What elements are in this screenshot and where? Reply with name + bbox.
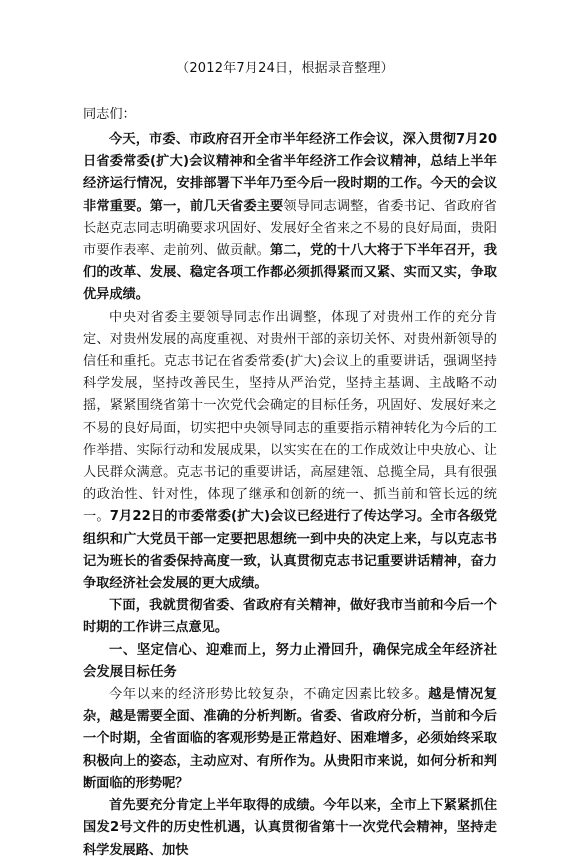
document-subtitle: （2012年7月24日，根据录音整理） xyxy=(176,61,394,76)
paragraph-opening-normal: 领导同志调整，省委书记、省政府省长赵克志同志明确要求巩固好、发展好全省来之不易的良好局面，贵阳市要作表率、走前列、做贡献。 xyxy=(83,198,497,259)
paragraph-opening xyxy=(83,129,497,307)
paragraph-achievements-text: 今年以来，全市上下紧紧抓住国发2号文件的历史性机遇，认真贯彻省第十一次党代会精神，坚持走科学发展路、加快 xyxy=(83,798,498,858)
paragraph-opening-bold-tail: 第二，党的十八大将于下半年召开，我们的改革、发展、稳定各项工作都必须抓得紧而又紧、实而又实，争取优异成绩。 xyxy=(83,243,497,303)
section-heading-1: 一、坚定信心、迎难而上，努力止滑回升，确保完成全年经济社会发展目标任务 xyxy=(83,642,497,680)
paragraph-intro-opinions: 下面，我就贯彻省委、省政府有关精神，做好我市当前和今后一个时期的工作讲三点意见。 xyxy=(83,598,497,636)
paragraph-opening-bold: 今天，市委、市政府召开全市半年经济工作会议，深入贯彻7月20日省委常委(扩大)会议精神和全省半年经济工作会议精神，总结上半年经济运行情况，安排部署下半年乃至今后一段时期的工作。今天的会议非常重要。第一，前几天省委主要 xyxy=(83,132,497,214)
paragraph-central-adjustment-bold: 7月22日的市委常委(扩大)会议已经进行了传达学习。全市各级党组织和广大党员干部一定要把思想统一到中央的决定上来，与以克志书记为班长的省委保持高度一致，认真贯彻克志书记重要讲话精神，奋力争取经济社会发展的更大成绩。 xyxy=(83,509,497,592)
paragraph-central-adjustment-text: 中央对省委主要领导同志作出调整，体现了对贵州工作的充分肯定、对贵州发展的高度重视、对贵州干部的亲切关怀、对贵州新领导的信任和重托。克志书记在省委常委(扩大)会议上的重要讲话，强调坚持科学发展，坚持改善民生，坚持从严治党，坚持主基调、主战略不动摇，紧紧围绕省第十一次党代会确定的目标任务，巩固好、发展好来之不易的良好局面，切实把中央领导同志的重要指示精神转化为今后的工作举措、实际行动和发展成果，以实实在在的工作成效让中央放心、让人民群众满意。克志书记的重要讲话，高屋建瓴、总揽全局，具有很强的政治性、针对性，体现了继承和创新的统一、抓当前和管长远的统一。 xyxy=(83,309,497,525)
paragraph-achievements xyxy=(83,795,497,862)
paragraph-situation-text: 今年以来的经济形势比较复杂，不确定因素比较多。 xyxy=(109,687,429,703)
salutation: 同志们： xyxy=(83,107,136,122)
paragraph-situation-bold: 越是情况复杂，越是需要全面、准确的分析判断。省委、省政府分析，当前和今后一个时期，全省面临的客观形势是正常趋好、困难增多，必须始终采取积极向上的姿态，主动应对、有所作为。从贵阳市来说，如何分析和判断面临的形势呢？ xyxy=(83,687,498,791)
paragraph-central-adjustment xyxy=(83,307,497,596)
paragraph-achievements-lead: 首先要充分肯定上半年取得的成绩。 xyxy=(109,798,324,814)
paragraph-situation xyxy=(83,684,497,795)
speech-body xyxy=(83,104,497,862)
